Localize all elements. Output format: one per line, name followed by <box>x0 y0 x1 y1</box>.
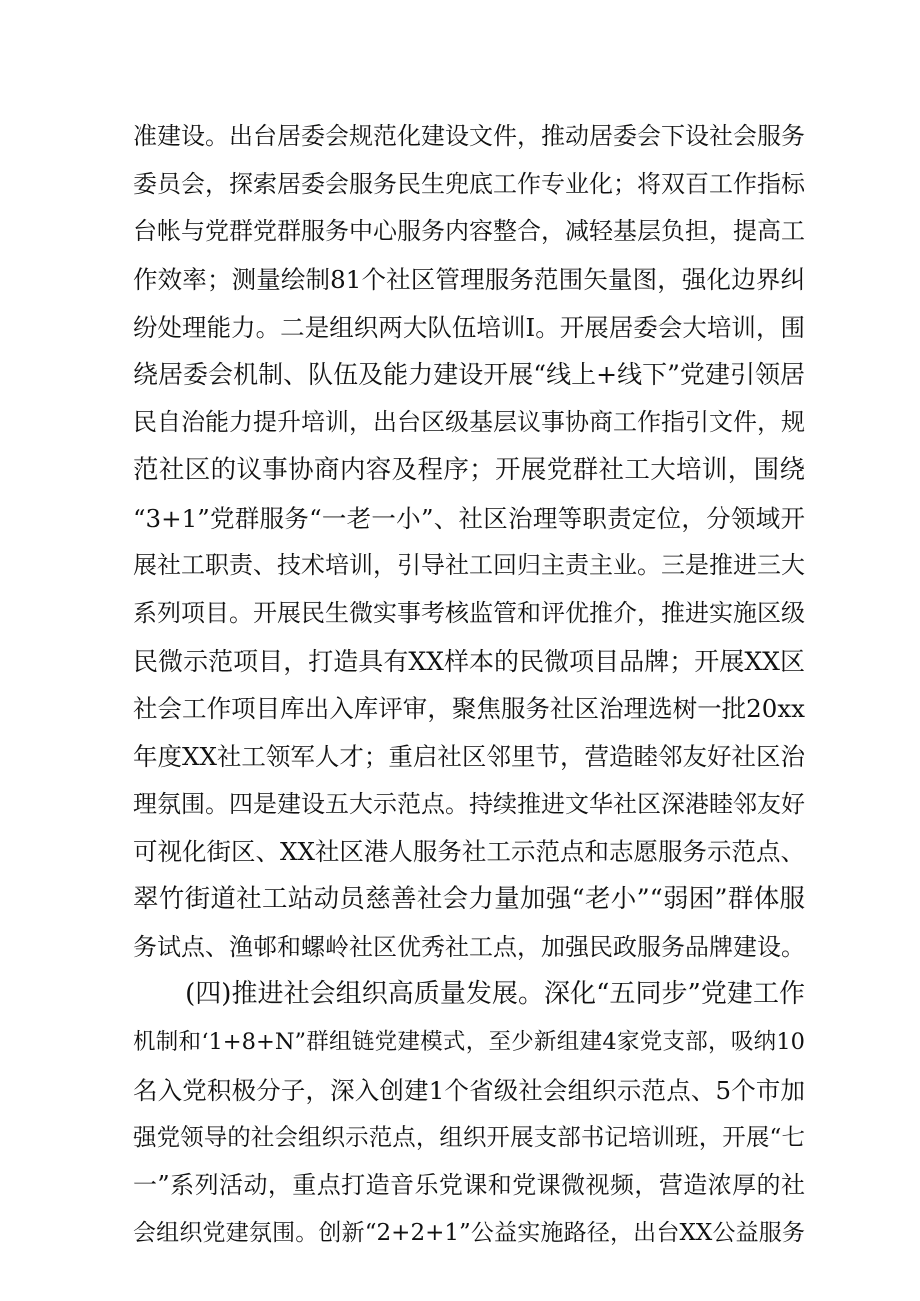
text-line-15: 理氛围。四是建设五大示范点。持续推进文华社区深港睦邻友好 <box>133 789 805 818</box>
text-line-22: 强党领导的社会组织示范点，组织开展支部书记培训班，开展“七 <box>133 1123 805 1152</box>
text-line-9: “3+1”党群服务“一老一小”、社区治理等职责定位，分领域开 <box>133 503 805 533</box>
text-line-18: 务试点、渔邨和螺岭社区优秀社工点，加强民政服务品牌建设。 <box>133 932 805 961</box>
text-line-17: 翠竹街道社工站动员慈善社会力量加强“老小”“弱困”群体服 <box>133 884 805 914</box>
text-line-11: 系列项目。开展民生微实事考核监管和评优推介，推进实施区级 <box>133 598 805 627</box>
text-line-10: 展社工职责、技术培训，引导社工回归主责主业。三是推进三大 <box>133 551 805 580</box>
text-line-13: 社会工作项目库出入库评审，聚焦服务社区治理选树一批20xx <box>133 694 805 724</box>
text-line-24: 会组织党建氛围。创新“2+2+1”公益实施路径，出台XX公益服务 <box>133 1219 805 1246</box>
text-line-5: 纷处理能力。二是组织两大队伍培训I。开展居委会大培训，围 <box>133 312 805 342</box>
text-line-14: 年度XX社工领军人才；重启社区邻里节，营造睦邻友好社区治 <box>133 741 805 771</box>
text-line-7: 民自治能力提升培训，出台区级基层议事协商工作指引文件，规 <box>133 408 805 437</box>
text-line-6: 绕居委会机制、队伍及能力建设开展“线上+线下”党建引领居 <box>133 360 805 390</box>
text-line-16: 可视化街区、XX社区港人服务社工示范点和志愿服务示范点、 <box>133 837 805 867</box>
text-line-12: 民微示范项目，打造具有XX样本的民微项目品牌；开展XX区 <box>133 646 805 676</box>
text-line-1: 准建设。出台居委会规范化建设文件，推动居委会下设社会服务 <box>133 122 805 150</box>
text-line-19: (四)推进社会组织高质量发展。深化“五同步”党建工作 <box>133 979 805 1010</box>
text-line-2: 委员会，探索居委会服务民生兜底工作专业化；将双百工作指标 <box>133 169 805 198</box>
body-text <box>133 113 805 1258</box>
text-line-3: 台帐与党群党群服务中心服务内容整合，减轻基层负担，提高工 <box>133 217 805 246</box>
text-line-21: 名入党积极分子，深入创建1个省级社会组织示范点、5个市加 <box>133 1075 805 1105</box>
text-line-20: 机制和‘1+8+N”群组链党建模式，至少新组建4家党支部，吸纳10 <box>133 1029 805 1056</box>
text-line-4: 作效率；测量绘制81个社区管理服务范围矢量图，强化边界纠 <box>133 265 805 295</box>
text-line-23: 一”系列活动，重点打造音乐党课和党课微视频，营造浓厚的社 <box>133 1171 805 1200</box>
text-line-8: 范社区的议事协商内容及程序；开展党群社工大培训，围绕 <box>133 454 805 485</box>
